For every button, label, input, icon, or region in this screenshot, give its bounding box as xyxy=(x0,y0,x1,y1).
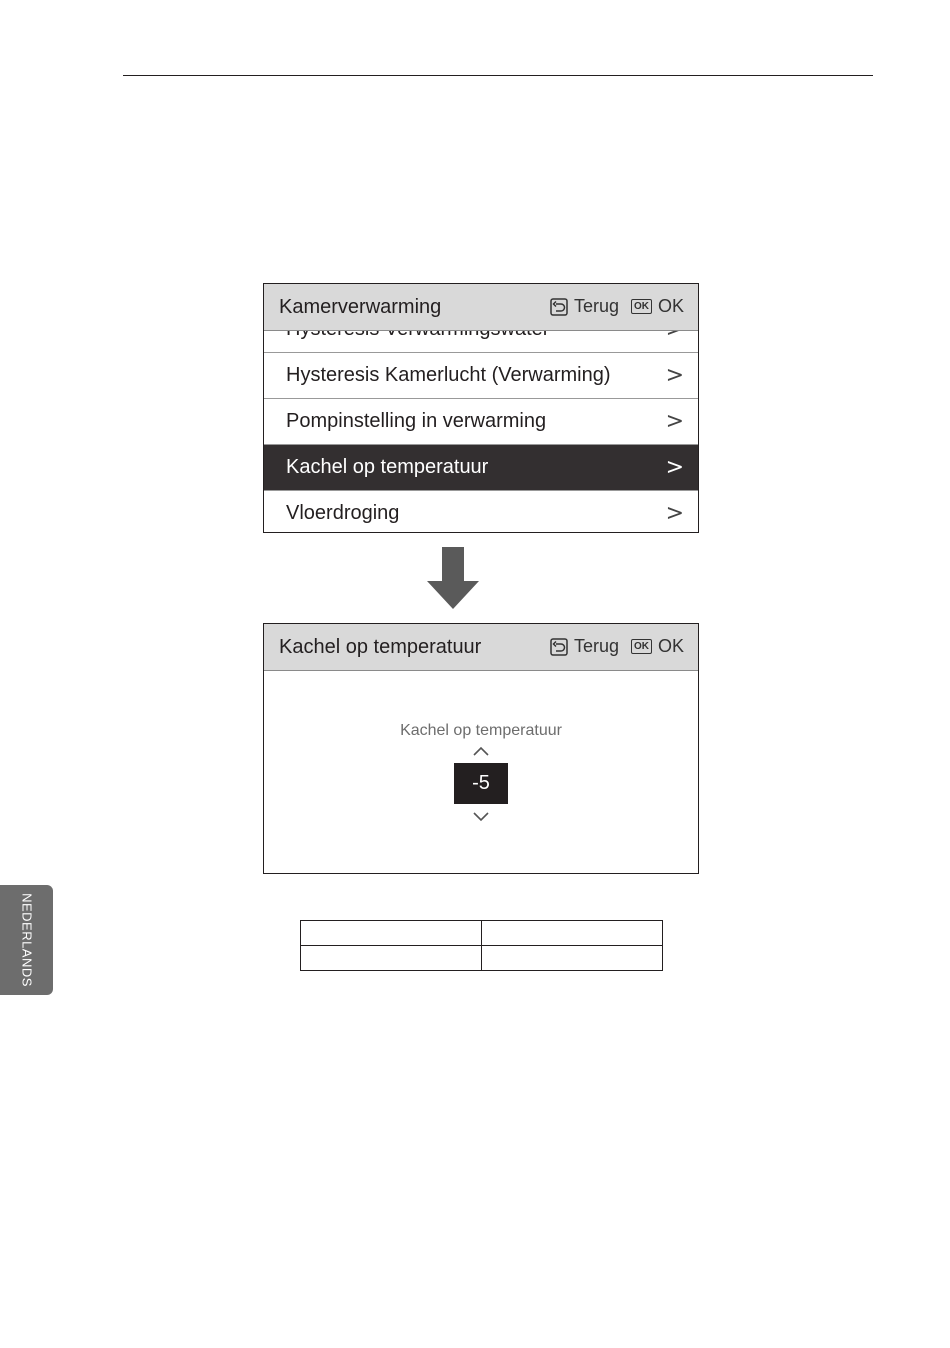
screen-header xyxy=(264,624,698,671)
menu-item-label: Kachel op temperatuur xyxy=(286,456,489,478)
ok-label[interactable]: OK xyxy=(657,636,684,656)
table-cell xyxy=(482,946,663,971)
language-label: NEDERLANDS xyxy=(19,893,34,987)
ok-key-icon[interactable]: OK xyxy=(631,299,652,314)
screen-header xyxy=(264,284,698,331)
return-arrow-icon[interactable] xyxy=(550,298,568,316)
menu-list xyxy=(264,307,698,533)
header-actions xyxy=(550,636,684,657)
chevron-up-icon[interactable] xyxy=(472,745,490,757)
chevron-right-icon: > xyxy=(665,363,684,388)
menu-screen xyxy=(263,283,699,533)
menu-item-pump-setting[interactable] xyxy=(264,399,698,445)
menu-item-label: Vloerdroging xyxy=(286,502,400,524)
down-arrow-icon xyxy=(427,547,479,609)
screen-title: Kachel op temperatuur xyxy=(279,636,482,658)
table-cell xyxy=(301,946,482,971)
field-label: Kachel op temperatuur xyxy=(400,722,562,739)
edit-screen xyxy=(263,623,699,874)
screen-title: Kamerverwarming xyxy=(279,296,442,318)
table-cell xyxy=(482,921,663,946)
ok-key-icon[interactable]: OK xyxy=(631,639,652,654)
menu-item-floor-drying[interactable] xyxy=(264,491,698,533)
table-row xyxy=(301,946,663,971)
menu-item-heater-temperature[interactable] xyxy=(264,445,698,491)
menu-item-label: Hysteresis Kamerlucht (Verwarming) xyxy=(286,364,611,386)
back-label[interactable]: Terug xyxy=(573,296,619,316)
header-actions xyxy=(550,296,684,317)
chevron-right-icon: > xyxy=(665,409,684,434)
chevron-right-icon: > xyxy=(665,455,684,480)
menu-item-hysteresis-room-air[interactable] xyxy=(264,353,698,399)
top-rule xyxy=(123,75,873,76)
return-arrow-icon[interactable] xyxy=(550,638,568,656)
chevron-down-icon[interactable] xyxy=(472,811,490,823)
ok-label[interactable]: OK xyxy=(657,296,684,316)
chevron-right-icon: > xyxy=(665,501,684,526)
empty-table xyxy=(300,920,663,971)
table-cell xyxy=(301,921,482,946)
back-label[interactable]: Terug xyxy=(573,636,619,656)
value-stepper[interactable]: -5 xyxy=(454,763,508,804)
table-row xyxy=(301,921,663,946)
language-side-tab xyxy=(0,885,53,995)
menu-item-label: Pompinstelling in verwarming xyxy=(286,410,547,432)
